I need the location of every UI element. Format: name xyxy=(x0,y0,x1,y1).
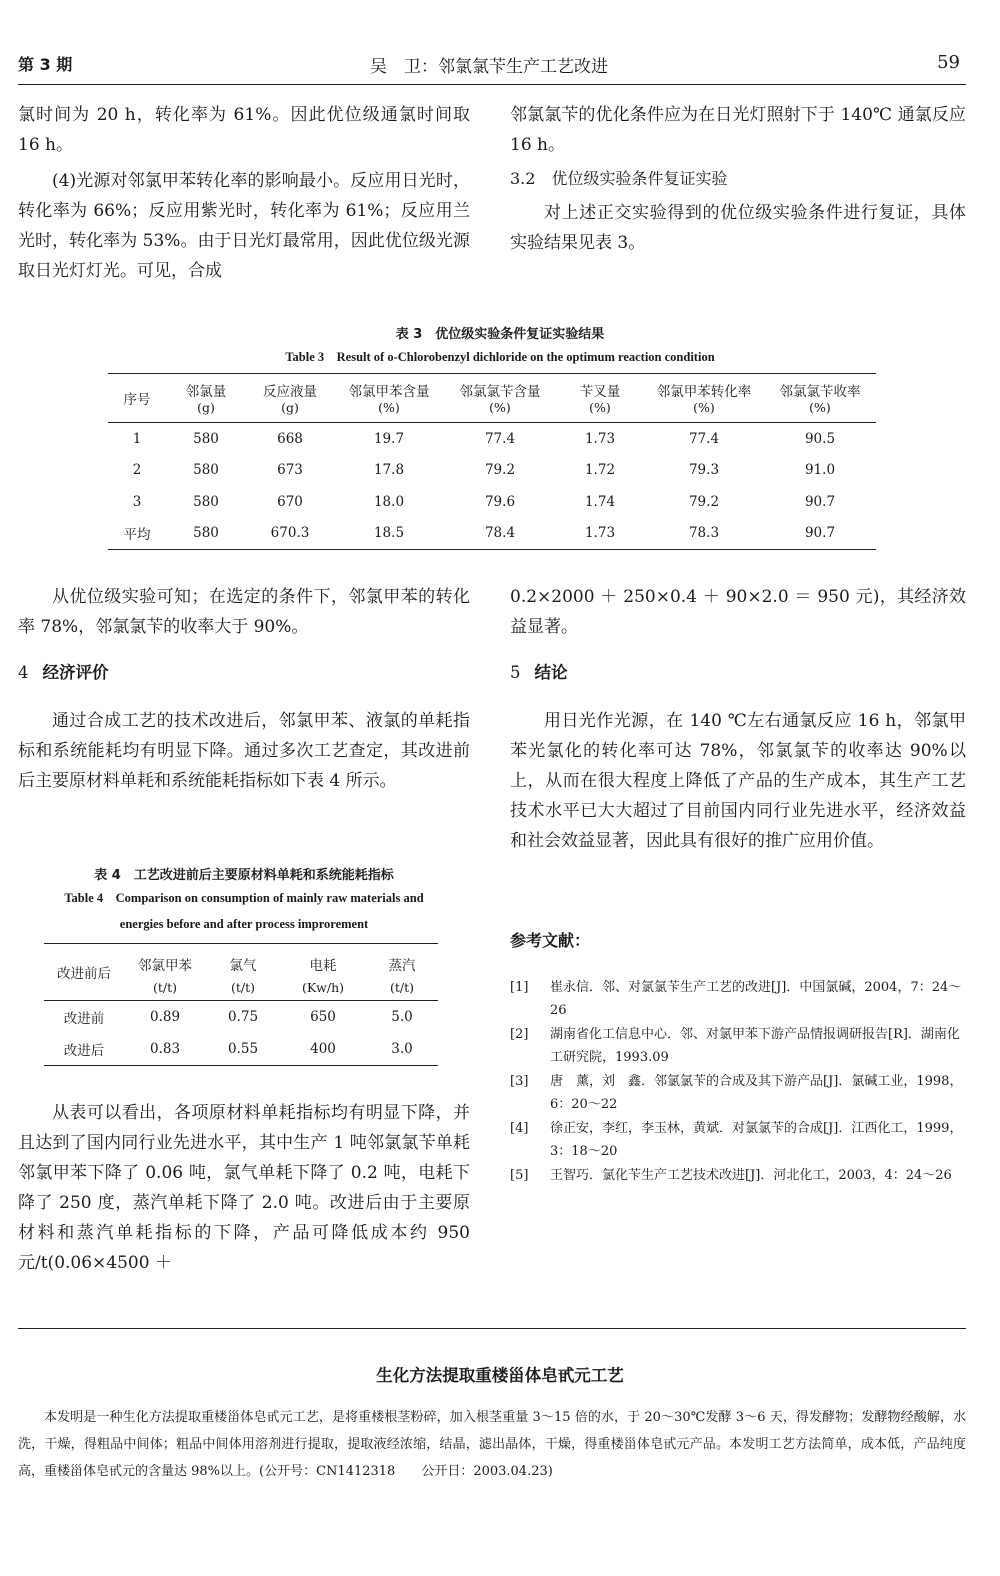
table-row xyxy=(108,455,876,487)
paragraph: 从优位级实验可知；在选定的条件下，邻氯甲苯的转化率 78%，邻氯氯苄的收率大于 90%。 xyxy=(18,587,470,637)
table-cell: 79.6 xyxy=(484,493,516,510)
section-heading xyxy=(510,658,966,688)
table3-header: 邻氯甲苯转化率 xyxy=(656,384,752,400)
table-cell: 78.4 xyxy=(484,525,516,542)
table-cell: 668 xyxy=(277,430,303,447)
page-header xyxy=(18,52,960,82)
reference-text: 徐正安，李红，李玉林，黄斌．对氯氯苄的合成[J]．江西化工，1999，3：18～20 xyxy=(550,1121,963,1159)
reference-list xyxy=(510,977,966,1188)
table-cell: 0.83 xyxy=(149,1041,181,1057)
table3-header: 邻氯氯苄收率 xyxy=(779,384,861,400)
paragraph: 用日光作光源，在 140 ℃左右通氯反应 16 h，邻氯甲苯光氯化的转化率可达 78%，邻氯氯苄的收率达 90%以上，从而在很大程度上降低了产品的生产成本，其生产工艺技术水平已大大超过了目前国内同行业先进水平，经济效益和社会效益显著，因此具有很好的推广应用价值。 xyxy=(510,711,966,851)
table-cell: 580 xyxy=(193,462,219,479)
table3-unit: (%) xyxy=(489,400,511,415)
table-row xyxy=(108,486,876,518)
table-cell: 18.0 xyxy=(373,493,405,510)
table4-caption-en-2: energies before and after process improrement xyxy=(119,917,369,931)
references-section xyxy=(510,928,966,1190)
table-cell: 0.89 xyxy=(149,1009,181,1025)
right-column-mid xyxy=(510,582,966,856)
table-cell: 78.3 xyxy=(688,525,720,542)
table3-unit: (%) xyxy=(589,400,611,415)
section-number: 5 xyxy=(510,663,521,682)
table4 xyxy=(44,943,438,1066)
reference-item xyxy=(510,1024,966,1069)
section-number: 3.2 xyxy=(510,169,536,188)
table-cell: 3 xyxy=(132,493,142,510)
table-cell: 90.5 xyxy=(804,430,836,447)
table-cell: 0.55 xyxy=(227,1041,259,1057)
table-cell: 2 xyxy=(132,462,142,479)
table-row xyxy=(108,518,876,550)
left-column-bottom xyxy=(18,1098,470,1278)
patent-abstract xyxy=(18,1404,966,1485)
reference-item xyxy=(510,1118,966,1163)
reference-text: 王智巧．氯化苄生产工艺技术改进[J]．河北化工，2003，4：24～26 xyxy=(550,1168,952,1183)
paragraph: 对上述正交实验得到的优位级实验条件进行复证，具体实验结果见表 3。 xyxy=(510,203,966,253)
reference-text: 唐 薰，刘 鑫．邻氯氯苄的合成及其下游产品[J]．氯碱工业，1998，6：20～22 xyxy=(550,1074,963,1112)
section-title: 优位级实验条件复证实验 xyxy=(551,169,728,188)
table-cell: 1.72 xyxy=(584,462,616,479)
table4-caption-en-1: Table 4 Comparison on consumption of mainly raw materials and xyxy=(64,891,424,905)
paragraph: 通过合成工艺的技术改进后，邻氯甲苯、液氯的单耗指标和系统能耗均有明显下降。通过多次工艺查定，其改进前后主要原材料单耗和系统能耗指标如下表 4 所示。 xyxy=(18,711,470,791)
table3-header: 邻氯量 xyxy=(185,384,227,400)
table3-header: 反应液量 xyxy=(263,384,317,400)
table3-caption-cn: 表 3 优位级实验条件复证实验结果 xyxy=(395,327,605,342)
table-cell: 1.73 xyxy=(584,525,616,542)
table-cell: 400 xyxy=(310,1041,336,1057)
table-cell: 改进后 xyxy=(63,1043,105,1059)
reference-number: [2] xyxy=(510,1027,529,1042)
section-number: 4 xyxy=(18,663,29,682)
table-cell: 79.3 xyxy=(688,462,720,479)
table3-unit: (%) xyxy=(693,400,715,415)
reference-item xyxy=(510,977,966,1022)
table-cell: 18.5 xyxy=(373,525,405,542)
patent-title: 生化方法提取重楼甾体皂甙元工艺 xyxy=(376,1366,624,1385)
table3-header: 邻氯甲苯含量 xyxy=(348,384,430,400)
table4-unit: (t/t) xyxy=(230,979,255,995)
section-heading xyxy=(18,658,470,688)
table-cell: 79.2 xyxy=(484,462,516,479)
issue-label: 第 3 期 xyxy=(18,55,73,74)
paragraph: (4)光源对邻氯甲苯转化率的影响最小。反应用日光时，转化率为 66%；反应用紫光时，转化率为 61%；反应用兰光时，转化率为 53%。由于日光灯最常用，因此优位级光源取日光灯灯光。可见，合成 xyxy=(18,171,470,281)
table-cell: 79.2 xyxy=(688,493,720,510)
table-cell: 670 xyxy=(277,493,303,510)
table3-unit: (g) xyxy=(281,400,299,415)
paragraph: 本发明是一种生化方法提取重楼甾体皂甙元工艺，是将重楼根茎粉碎，加入根茎重量 3～15 倍的水，于 20～30℃发酵 3～6 天，得发酵物；发酵物经酸解，水洗，干燥，得粗品中间体；粗品中间体用溶剂进行提取，提取液经浓缩，结晶，滤出晶体，干燥，得重楼甾体皂甙元产品。本发明工艺方法简单，成本低，产品纯度高，重楼甾体皂甙元的含量达 98%以上。(公开号：CN1412318 公开日：2003.04.23) xyxy=(18,1410,966,1479)
references-title: 参考文献： xyxy=(510,931,591,950)
table-cell: 3.0 xyxy=(391,1041,413,1057)
left-column-top xyxy=(18,100,470,286)
table-cell: 0.75 xyxy=(227,1009,259,1025)
table-cell: 19.7 xyxy=(373,430,405,447)
section-title: 经济评价 xyxy=(42,663,109,682)
table-cell: 580 xyxy=(193,493,219,510)
table3-unit: (%) xyxy=(809,400,831,415)
table-cell: 650 xyxy=(310,1009,336,1025)
section-title: 结论 xyxy=(534,663,568,682)
paragraph: 从表可以看出，各项原材料单耗指标均有明显下降，并且达到了国内同行业先进水平，其中生产 1 吨邻氯氯苄单耗邻氯甲苯下降了 0.06 吨，氯气单耗下降了 0.2 吨，电耗下降了 250 度，蒸汽单耗下降了 2.0 吨。改进后由于主要原材料和蒸汽单耗指标的下降，产品可降低成本约 950 元/t(0.06×4500 ＋ xyxy=(18,1103,470,1273)
reference-text: 湖南省化工信息中心．邻、对氯甲苯下游产品情报调研报告[R]．湖南化工研究院，1993.09 xyxy=(550,1027,960,1065)
reference-item xyxy=(510,1071,966,1116)
left-column-mid xyxy=(18,582,470,796)
table4-header: 蒸汽 xyxy=(388,958,416,974)
table3-header: 邻氯氯苄含量 xyxy=(459,384,541,400)
table-cell: 改进前 xyxy=(63,1011,105,1027)
table-cell: 平均 xyxy=(123,527,151,544)
right-column-top xyxy=(510,100,966,258)
reference-item xyxy=(510,1165,966,1188)
table4-unit: (t/t) xyxy=(389,979,414,995)
header-rule xyxy=(18,84,966,85)
table3-unit: (g) xyxy=(197,400,215,415)
paragraph: 邻氯氯苄的优化条件应为在日光灯照射下于 140℃ 通氯反应 16 h。 xyxy=(510,105,966,155)
table-cell: 91.0 xyxy=(804,462,836,479)
reference-number: [5] xyxy=(510,1168,529,1183)
table4-unit: (Kw/h) xyxy=(301,979,345,995)
table3 xyxy=(108,373,876,550)
table4-caption-cn: 表 4 工艺改进前后主要原材料单耗和系统能耗指标 xyxy=(94,868,394,883)
table4-unit: (t/t) xyxy=(152,979,177,995)
table-cell: 580 xyxy=(193,525,219,542)
table3-unit: (%) xyxy=(378,400,400,415)
table-cell: 580 xyxy=(193,430,219,447)
table4-header: 电耗 xyxy=(309,958,337,974)
table-cell: 17.8 xyxy=(373,462,405,479)
running-title: 吴 卫：邻氯氯苄生产工艺改进 xyxy=(370,57,608,77)
table4-header: 氯气 xyxy=(229,958,257,974)
table4-header: 邻氯甲苯 xyxy=(138,958,192,974)
table-row xyxy=(44,1001,438,1034)
paragraph: 0.2×2000 ＋ 250×0.4 ＋ 90×2.0 ＝ 950 元)，其经济效益显著。 xyxy=(510,587,966,637)
table-cell: 1.73 xyxy=(584,430,616,447)
table-cell: 90.7 xyxy=(804,525,836,542)
table-cell: 77.4 xyxy=(688,430,720,447)
table-cell: 90.7 xyxy=(804,493,836,510)
table-cell: 77.4 xyxy=(484,430,516,447)
table-cell: 5.0 xyxy=(391,1009,413,1025)
section-heading xyxy=(510,164,966,194)
table-cell: 673 xyxy=(277,462,303,479)
table3-caption-en: Table 3 Result of o-Chlorobenzyl dichloride on the optimum reaction condition xyxy=(285,350,715,364)
reference-text: 崔永信．邻、对氯氯苄生产工艺的改进[J]．中国氯碱，2004，7：24～26 xyxy=(550,980,962,1018)
paragraph: 氯时间为 20 h，转化率为 61%。因此优位级通氯时间取 16 h。 xyxy=(18,105,470,155)
page-number: 59 xyxy=(937,52,960,73)
reference-number: [1] xyxy=(510,980,529,995)
table4-corner: 改进前后 xyxy=(57,966,111,982)
table-row xyxy=(108,423,876,455)
table3-header: 苄叉量 xyxy=(579,384,621,400)
reference-number: [3] xyxy=(510,1074,529,1089)
reference-number: [4] xyxy=(510,1121,529,1136)
section-divider xyxy=(18,1328,966,1329)
table-cell: 1.74 xyxy=(584,493,616,510)
table-cell: 670.3 xyxy=(270,525,310,542)
table-row xyxy=(44,1033,438,1066)
table-cell: 1 xyxy=(132,430,142,447)
table3-header: 序号 xyxy=(123,392,151,408)
